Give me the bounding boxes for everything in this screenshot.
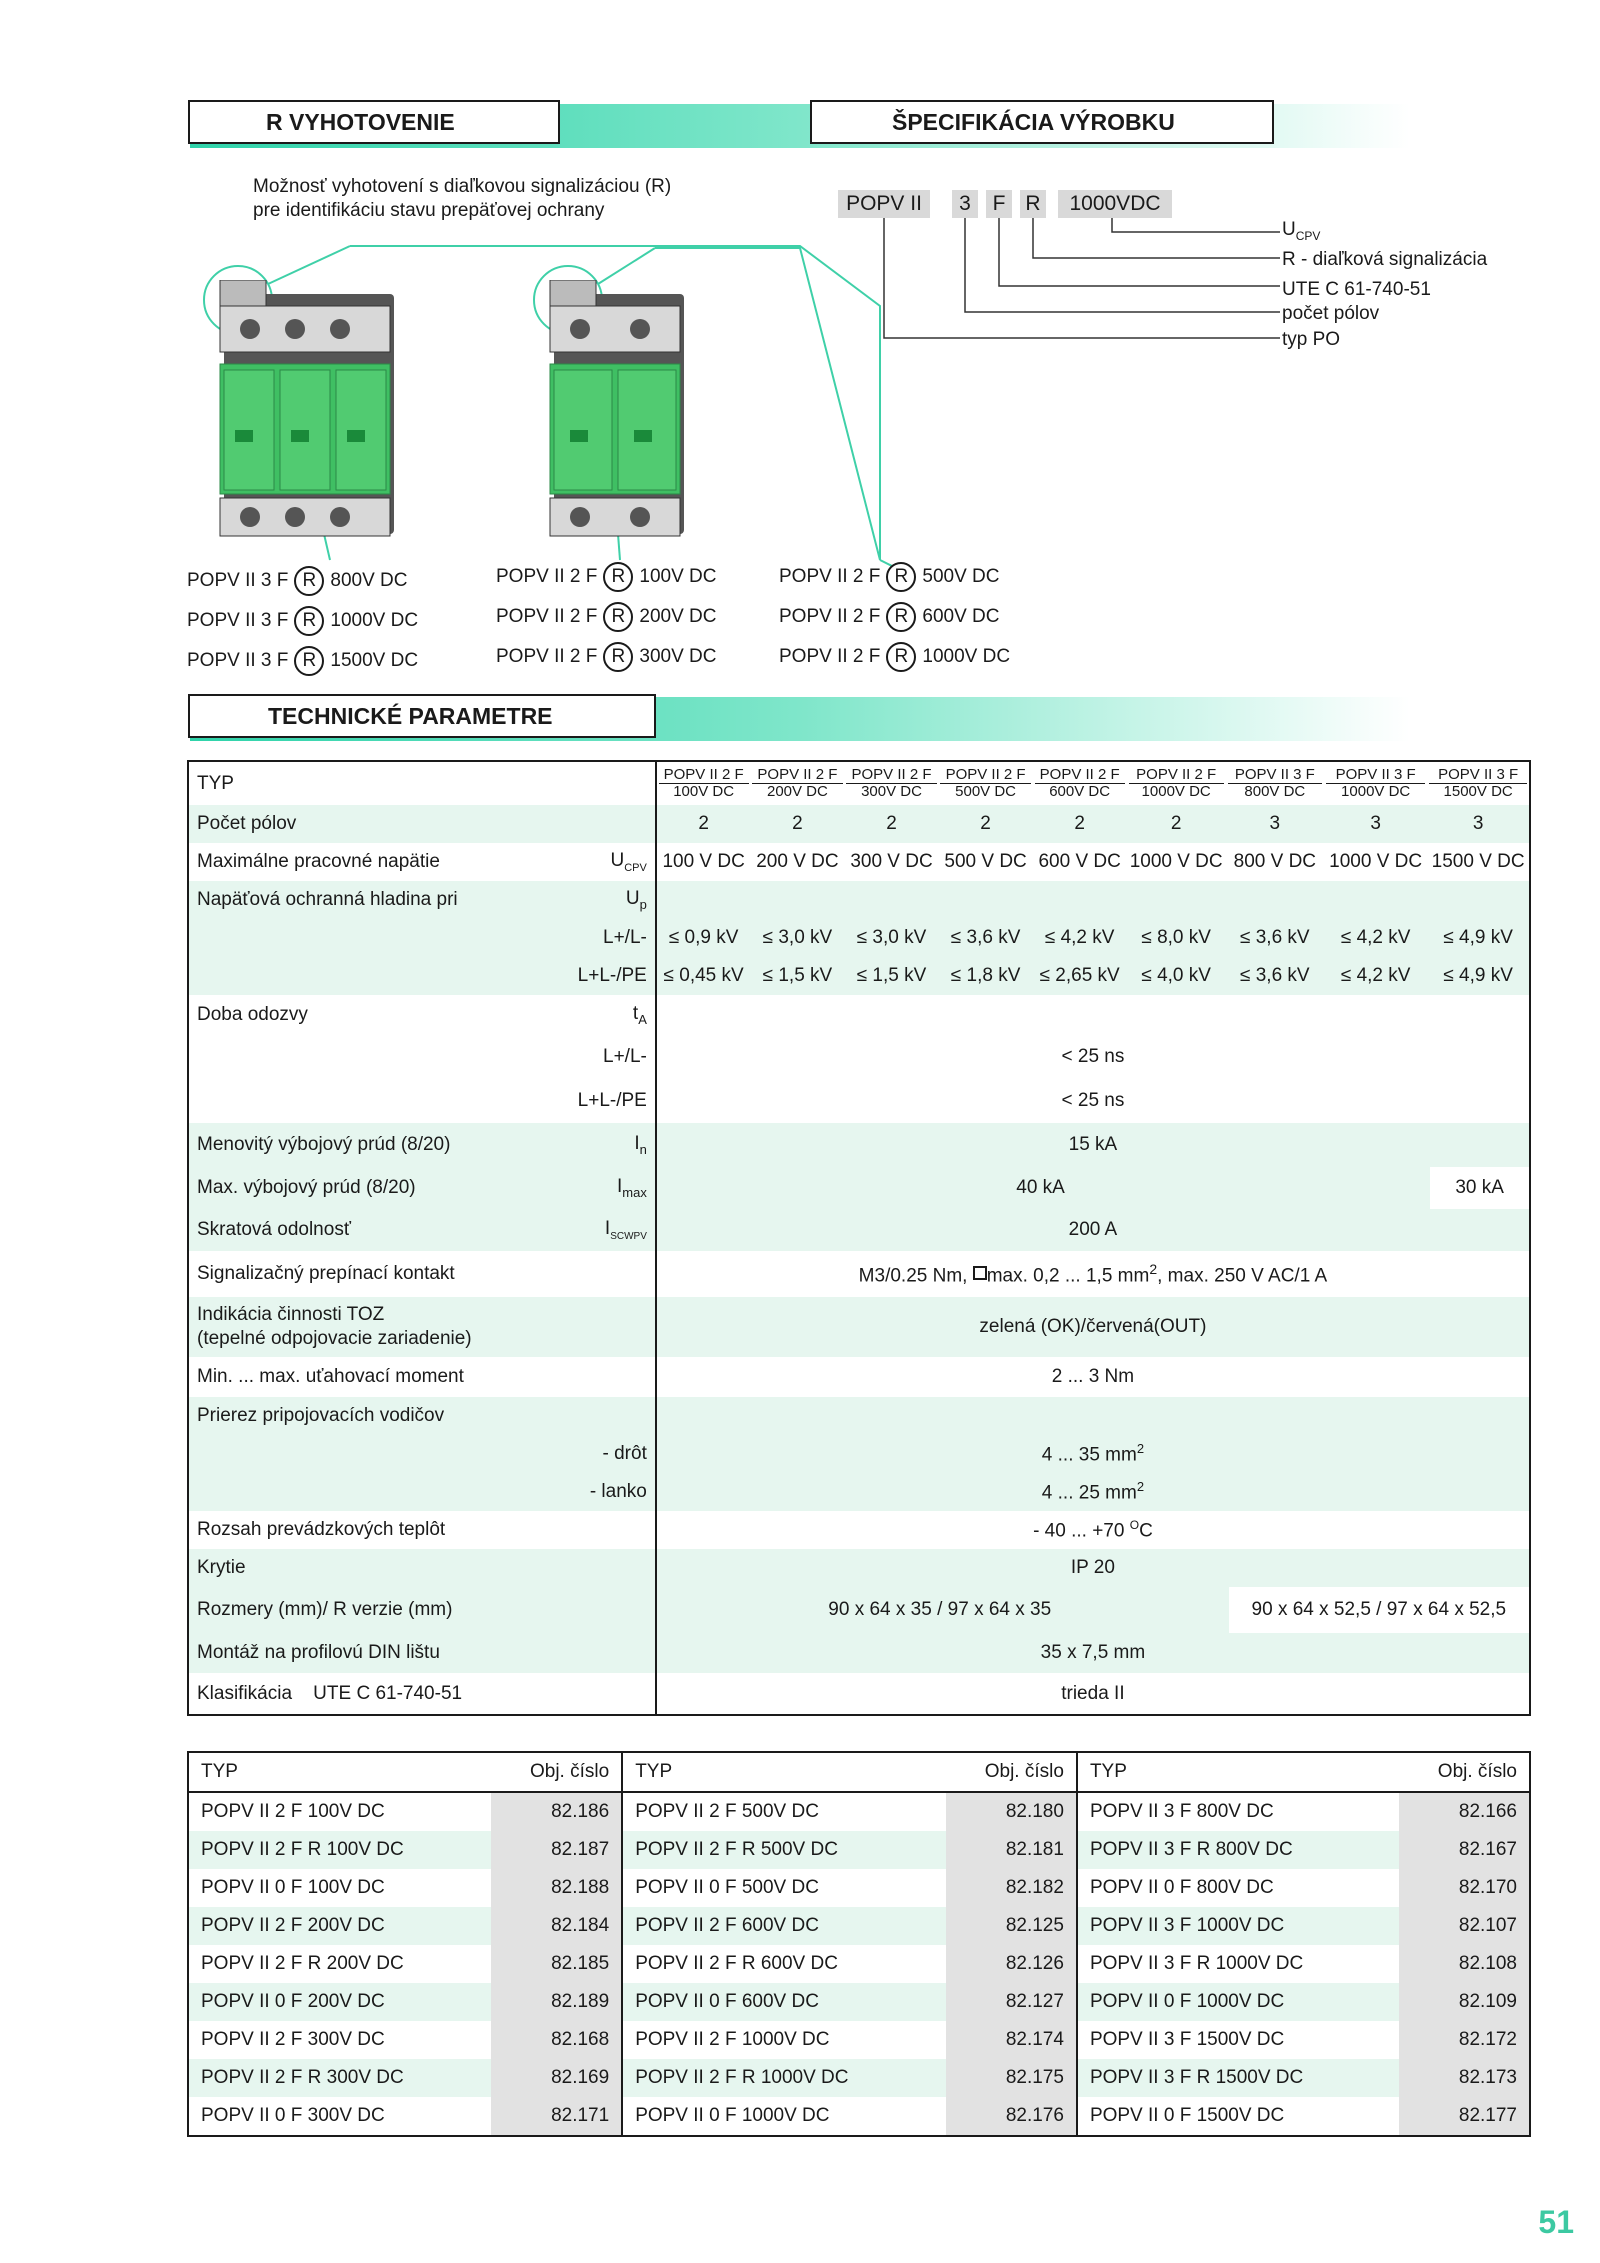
cell: ≤ 8,0 kV — [1141, 927, 1211, 948]
type-col-6: POPV II 2 F 1000V DC — [1127, 761, 1226, 805]
temp-row — [188, 1511, 1530, 1549]
code-segment-r: R — [1020, 190, 1046, 218]
signal-row — [188, 1251, 1530, 1297]
order-type: POPV II 2 F 500V DC — [622, 1792, 946, 1831]
cell: ≤ 3,0 kV — [762, 927, 833, 948]
cell: M3/0.25 Nm, max. 0,2 ... 1,5 $mm^2$, max. 250 V AC/1 A — [858, 1260, 1328, 1287]
order-number: 82.185 — [491, 1945, 622, 1983]
col-header: TYP — [1077, 1752, 1399, 1792]
cell: 4 ... 35 $mm^2$ — [1041, 1441, 1145, 1466]
tech-header-row — [188, 761, 1530, 805]
cell: 2 — [980, 813, 991, 834]
order-number: 82.169 — [491, 2059, 622, 2097]
order-type: POPV II 0 F 200V DC — [188, 1983, 491, 2021]
order-type: POPV II 0 F 800V DC — [1077, 1869, 1399, 1907]
code-segment-f: F — [986, 190, 1012, 218]
cell: 500 V DC — [944, 851, 1027, 872]
cell: 1000 V DC — [1329, 851, 1423, 872]
order-number: 82.182 — [946, 1869, 1077, 1907]
order-type: POPV II 0 F 500V DC — [622, 1869, 946, 1907]
cell: 90 x 64 x 52,5 / 97 x 64 x 52,5 — [1226, 1587, 1530, 1633]
ta-row — [188, 995, 1530, 1035]
table-row — [188, 1831, 1530, 1869]
order-type: POPV II 2 F R 300V DC — [188, 2059, 491, 2097]
order-number: 82.167 — [1399, 1831, 1530, 1869]
uc-row — [188, 843, 1530, 881]
order-number: 82.173 — [1399, 2059, 1530, 2097]
cell: trieda II — [1061, 1682, 1125, 1704]
order-type: POPV II 2 F 200V DC — [188, 1907, 491, 1945]
cell: ≤ 1,8 kV — [950, 965, 1021, 986]
row-label: Prierez pripojovacích vodičov — [188, 1397, 656, 1435]
strand-row — [188, 1473, 1530, 1511]
intro-line-2: pre identifikáciu stavu prepäťovej ochrany — [253, 200, 605, 221]
row-symbol: $t_A$ — [516, 995, 656, 1035]
order-number: 82.181 — [946, 1831, 1077, 1869]
cell: 40 kA — [1016, 1177, 1065, 1198]
order-number: 82.170 — [1399, 1869, 1530, 1907]
row-label: Montáž na profilovú DIN lištu — [188, 1633, 656, 1673]
isc-row — [188, 1209, 1530, 1251]
order-number: 82.176 — [946, 2097, 1077, 2136]
order-number: 82.187 — [491, 1831, 622, 1869]
col-header: Obj. číslo — [1399, 1752, 1530, 1792]
up-lpe-row — [188, 957, 1530, 995]
row-symbol: $I_{max}$ — [516, 1167, 656, 1209]
order-type: POPV II 0 F 100V DC — [188, 1869, 491, 1907]
cell: 300 V DC — [850, 851, 933, 872]
type-col-2: POPV II 2 F 200V DC — [750, 761, 844, 805]
order-type: POPV II 2 F R 100V DC — [188, 1831, 491, 1869]
row-symbol: $U_{CPV}$ — [516, 843, 656, 881]
row-symbol: $I_{SCWPV}$ — [516, 1209, 656, 1251]
cell: ≤ 3,0 kV — [856, 927, 927, 948]
imax-row — [188, 1167, 1530, 1209]
order-type: POPV II 2 F 600V DC — [622, 1907, 946, 1945]
cell: 200 V DC — [756, 851, 839, 872]
variant-item: POPV II 2 F R 200V DC — [496, 602, 716, 632]
page-number: 51 — [1538, 2204, 1574, 2240]
legend-ute: UTE C 61-740-51 — [1282, 279, 1431, 300]
cell: ≤ 1,5 kV — [856, 965, 927, 986]
row-label: Krytie — [188, 1549, 656, 1587]
table-row — [188, 2097, 1530, 2136]
cell: 200 A — [1068, 1219, 1118, 1240]
col-header: TYP — [188, 1752, 491, 1792]
order-type: POPV II 0 F 300V DC — [188, 2097, 491, 2136]
order-number: 82.127 — [946, 1983, 1077, 2021]
col-header: TYP — [622, 1752, 946, 1792]
cell: < 25 ns — [1061, 1090, 1125, 1111]
order-type: POPV II 3 F 1500V DC — [1077, 2021, 1399, 2059]
row-label: Klasifikácia UTE C 61-740-51 — [188, 1673, 656, 1715]
cell: 2 — [1074, 813, 1085, 834]
order-type: POPV II 3 F 800V DC — [1077, 1792, 1399, 1831]
typ-label: TYP — [188, 761, 656, 805]
cell: 35 x 7,5 mm — [1040, 1642, 1146, 1663]
type-col-1: POPV II 2 F 100V DC — [656, 761, 751, 805]
order-header-row — [188, 1752, 1530, 1792]
din-row — [188, 1633, 1530, 1673]
cell: 3 — [1472, 813, 1484, 834]
cell: 600 V DC — [1038, 851, 1121, 872]
row-symbol: L+L-/PE — [516, 957, 656, 995]
row-label: Počet pólov — [188, 805, 656, 843]
order-number: 82.126 — [946, 1945, 1077, 1983]
cell: 3 — [1269, 813, 1281, 834]
order-number: 82.184 — [491, 1907, 622, 1945]
variant-item: POPV II 3 F R 800V DC — [187, 566, 407, 596]
variant-item: POPV II 2 F R 100V DC — [496, 562, 716, 592]
variant-item: POPV II 2 F R 600V DC — [779, 602, 999, 632]
cell: 2 — [792, 813, 803, 834]
table-row — [188, 1792, 1530, 1831]
in-row — [188, 1123, 1530, 1167]
up-ll-row — [188, 919, 1530, 957]
cell: 15 kA — [1068, 1134, 1118, 1155]
order-type: POPV II 3 F 1000V DC — [1077, 1907, 1399, 1945]
row-label: Menovitý výbojový prúd (8/20) — [197, 1134, 451, 1155]
order-type: POPV II 0 F 1000V DC — [622, 2097, 946, 2136]
cell: zelená (OK)/červená(OUT) — [979, 1316, 1207, 1337]
cell: ≤ 2,65 kV — [1039, 965, 1120, 986]
order-number: 82.168 — [491, 2021, 622, 2059]
ta-lpe-row — [188, 1079, 1530, 1123]
row-symbol: - drôt — [188, 1435, 656, 1473]
cell: 1500 V DC — [1431, 851, 1525, 872]
cell: 2 ... 3 Nm — [1051, 1366, 1135, 1387]
legend-poles: počet pólov — [1282, 303, 1380, 324]
cell: 30 kA — [1427, 1167, 1530, 1209]
col-header: Obj. číslo — [491, 1752, 622, 1792]
table-row — [188, 1907, 1530, 1945]
variant-item: POPV II 2 F R 1000V DC — [779, 642, 1010, 672]
legend-ucpv: $U_{CPV}$ — [1282, 219, 1321, 243]
device-2-pole-image — [540, 280, 690, 540]
row-symbol: $I_n$ — [516, 1123, 656, 1167]
row-symbol: L+/L- — [516, 919, 656, 957]
toz-row — [188, 1297, 1530, 1357]
order-number: 82.188 — [491, 1869, 622, 1907]
variant-item: POPV II 3 F R 1000V DC — [187, 606, 418, 636]
order-number: 82.172 — [1399, 2021, 1530, 2059]
cell: < 25 ns — [1061, 1046, 1125, 1067]
type-col-7: POPV II 3 F 800V DC — [1226, 761, 1324, 805]
order-type: POPV II 3 F R 800V DC — [1077, 1831, 1399, 1869]
cell: 90 x 64 x 35 / 97 x 64 x 35 — [828, 1599, 1052, 1620]
cell: IP 20 — [1070, 1557, 1115, 1578]
order-number: 82.166 — [1399, 1792, 1530, 1831]
cell: - 40 ... +70 $^O$C — [1033, 1517, 1153, 1542]
code-segment-voltage: 1000VDC — [1058, 190, 1172, 218]
table-row — [188, 2059, 1530, 2097]
row-label: Skratová odolnosť — [197, 1219, 351, 1240]
cell: ≤ 1,5 kV — [762, 965, 833, 986]
order-type: POPV II 2 F R 200V DC — [188, 1945, 491, 1983]
order-type: POPV II 3 F R 1500V DC — [1077, 2059, 1399, 2097]
row-symbol: $U_p$ — [516, 881, 656, 919]
cell: 3 — [1370, 813, 1381, 834]
intro-line-1: Možnosť vyhotovení s diaľkovou signalizáciou (R) — [253, 176, 672, 197]
cell: 1000 V DC — [1129, 851, 1223, 872]
device-3-pole-image — [210, 280, 400, 540]
row-label: Max. výbojový prúd (8/20) — [197, 1177, 416, 1198]
order-number: 82.186 — [491, 1792, 622, 1831]
legend-remote-signal: R - diaľková signalizácia — [1282, 249, 1488, 270]
order-number: 82.107 — [1399, 1907, 1530, 1945]
order-type: POPV II 3 F R 1000V DC — [1077, 1945, 1399, 1983]
order-number: 82.177 — [1399, 2097, 1530, 2136]
variant-item: POPV II 2 F R 500V DC — [779, 562, 999, 592]
cell: ≤ 4,0 kV — [1141, 965, 1211, 986]
cell: ≤ 0,45 kV — [663, 965, 744, 986]
order-number: 82.180 — [946, 1792, 1077, 1831]
row-label: Rozmery (mm)/ R verzie (mm) — [188, 1587, 656, 1633]
type-col-5: POPV II 2 F 600V DC — [1033, 761, 1127, 805]
type-col-4: POPV II 2 F 500V DC — [939, 761, 1033, 805]
torque-row — [188, 1357, 1530, 1397]
cell: 4 ... 25 $mm^2$ — [1041, 1479, 1145, 1504]
table-row — [188, 1869, 1530, 1907]
code-segment-type: POPV II — [838, 190, 930, 218]
ta-ll-row — [188, 1035, 1530, 1079]
row-label: Napäťová ochranná hladina pri — [197, 889, 458, 910]
cell: ≤ 3,6 kV — [1240, 965, 1310, 986]
square-icon — [973, 1266, 987, 1280]
order-number: 82.125 — [946, 1907, 1077, 1945]
order-type: POPV II 2 F R 600V DC — [622, 1945, 946, 1983]
table-row — [188, 1983, 1530, 2021]
row-label: Min. ... max. uťahovací moment — [188, 1357, 656, 1397]
order-number: 82.108 — [1399, 1945, 1530, 1983]
order-number: 82.189 — [491, 1983, 622, 2021]
cell: ≤ 4,2 kV — [1044, 927, 1115, 948]
cell: 2 — [698, 813, 709, 834]
cell: 800 V DC — [1233, 851, 1317, 872]
order-number: 82.171 — [491, 2097, 622, 2136]
cell: ≤ 4,2 kV — [1340, 927, 1411, 948]
row-label: Maximálne pracovné napätie — [197, 851, 440, 872]
type-col-3: POPV II 2 F 300V DC — [844, 761, 938, 805]
poles-row — [188, 805, 1530, 843]
type-col-9: POPV II 3 F 1500V DC — [1427, 761, 1530, 805]
cell: ≤ 3,6 kV — [950, 927, 1021, 948]
row-label: Signalizačný prepínací kontakt — [188, 1251, 656, 1297]
table-row — [188, 1945, 1530, 1983]
class-row — [188, 1673, 1530, 1715]
order-type: POPV II 2 F 100V DC — [188, 1792, 491, 1831]
row-symbol: L+/L- — [516, 1035, 656, 1079]
order-type: POPV II 2 F 1000V DC — [622, 2021, 946, 2059]
up-row — [188, 881, 1530, 919]
cell: 2 — [886, 813, 897, 834]
r-variant-header: R VYHOTOVENIE — [188, 100, 560, 144]
type-col-8: POPV II 3 F 1000V DC — [1324, 761, 1427, 805]
cell: 2 — [1170, 813, 1182, 834]
order-type: POPV II 0 F 1500V DC — [1077, 2097, 1399, 2136]
code-segment-poles: 3 — [952, 190, 978, 218]
tech-params-table — [187, 760, 1531, 1716]
variant-item: POPV II 2 F R 300V DC — [496, 642, 716, 672]
order-type: POPV II 2 F R 500V DC — [622, 1831, 946, 1869]
cell: ≤ 4,9 kV — [1443, 927, 1513, 948]
row-symbol: L+L-/PE — [516, 1079, 656, 1123]
cross-row — [188, 1397, 1530, 1435]
legend-type: typ PO — [1282, 329, 1341, 350]
order-number: 82.109 — [1399, 1983, 1530, 2021]
cell: ≤ 0,9 kV — [668, 927, 739, 948]
tech-header: TECHNICKÉ PARAMETRE — [188, 694, 656, 738]
wire-row — [188, 1435, 1530, 1473]
row-label: Indikácia činnosti TOZ (tepelné odpojovacie zariadenie) — [188, 1297, 656, 1357]
ip-row — [188, 1549, 1530, 1587]
order-type: POPV II 2 F R 1000V DC — [622, 2059, 946, 2097]
table-row — [188, 2021, 1530, 2059]
order-number: 82.174 — [946, 2021, 1077, 2059]
dim-row — [188, 1587, 1530, 1633]
order-type: POPV II 0 F 600V DC — [622, 1983, 946, 2021]
order-type: POPV II 2 F 300V DC — [188, 2021, 491, 2059]
spec-header: ŠPECIFIKÁCIA VÝROBKU — [810, 100, 1274, 144]
row-symbol: - lanko — [188, 1473, 656, 1511]
order-number: 82.175 — [946, 2059, 1077, 2097]
variant-item: POPV II 3 F R 1500V DC — [187, 646, 418, 676]
row-label: Doba odozvy — [197, 1004, 308, 1025]
cell: ≤ 4,2 kV — [1340, 965, 1411, 986]
col-header: Obj. číslo — [946, 1752, 1077, 1792]
cell: ≤ 4,9 kV — [1443, 965, 1513, 986]
order-numbers-table — [187, 1751, 1531, 2137]
order-type: POPV II 0 F 1000V DC — [1077, 1983, 1399, 2021]
cell: 100 V DC — [662, 851, 745, 872]
cell: ≤ 3,6 kV — [1240, 927, 1310, 948]
row-label: Rozsah prevádzkových teplôt — [188, 1511, 656, 1549]
